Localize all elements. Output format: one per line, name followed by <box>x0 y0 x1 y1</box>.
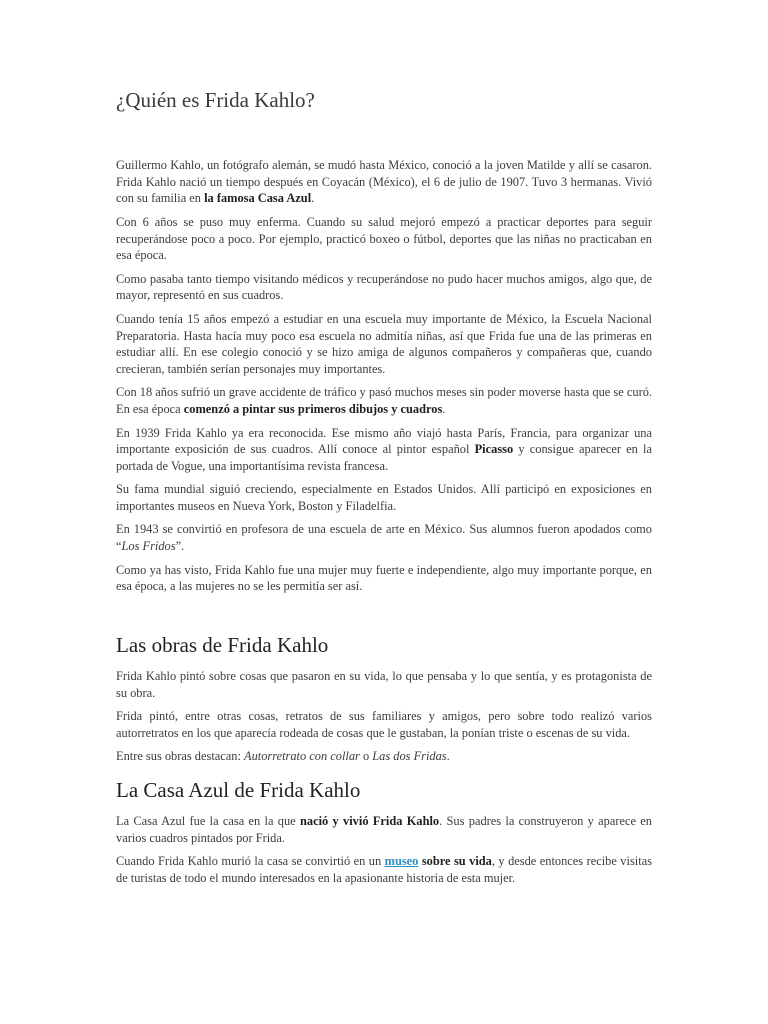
text-run: . Sus padres la construyeron y aparece en varios cuadros pintados por Frida. <box>116 814 652 845</box>
italic-autorretrato: Autorretrato con collar <box>244 749 360 764</box>
text-run: Entre sus obras destacan: <box>116 749 244 764</box>
italic-dos-fridas: Las dos Fridas <box>372 749 447 764</box>
paragraph-obras-highlights <box>116 748 652 765</box>
paragraph-friends: Como pasaba tanto tiempo visitando médicos y recuperándose no pudo hacer muchos amigos, algo que, de mayor, representó en sus cuadros. <box>116 271 652 303</box>
bold-picasso: Picasso <box>474 442 514 457</box>
text-run: Guillermo Kahlo, un fotógrafo alemán, se mudó hasta México, conoció a la joven Matilde y allí se casaron. Frida Kahlo nació un tiempo después en Coyacán (México), el 6 de julio de 1907. Tuvo 3 hermanas. Vivió con su familia en <box>116 158 652 206</box>
document-content <box>116 88 652 894</box>
bold-first-paintings: comenzó a pintar sus primeros dibujos y cuadros <box>183 401 443 416</box>
paragraph-teacher <box>116 521 652 554</box>
italic-los-fridos: Los Fridos <box>121 539 176 554</box>
text-run: En 1939 Frida Kahlo ya era reconocida. Ese mismo año viajó hasta París, Francia, para organizar una importante exposición de sus cuadros. Allí conoce al pintor español <box>116 425 652 457</box>
paragraph-casa-azul <box>116 813 652 846</box>
paragraph-obras-portraits: Frida pintó, entre otras cosas, retratos de sus familiares y amigos, pero sobre todo realizó varios autorretratos en los que aparecía rodeada de cosas que le gustaban, la ponían triste o escenas de su vida. <box>116 709 652 740</box>
bold-nacio-vivio: nació y vivió Frida Kahlo <box>300 814 440 829</box>
text-run: . <box>446 749 450 764</box>
text-run: o <box>359 749 373 764</box>
section-title-casa-azul: La Casa Azul de Frida Kahlo <box>116 778 361 802</box>
text-run: , y desde entonces recibe visitas de turistas de todo el mundo interesados en la apasionante historia de esta mujer. <box>116 854 652 885</box>
text-run: Con 18 años sufrió un grave accidente de tráfico y pasó muchos meses sin poder moverse hasta que se curó. En esa época <box>116 385 652 416</box>
text-run: y consigue aparecer en la portada de Vogue, una importantísima revista francesa. <box>116 442 652 473</box>
text-run: . <box>311 191 315 206</box>
paragraph-museum <box>116 853 652 886</box>
paragraph-school: Cuando tenía 15 años empezó a estudiar en una escuela muy importante de México, la Escuela Nacional Preparatoria. Hasta hacía muy poco esa escuela no admitía niñas, así que Frida fue una de las primeras en estudiar allí. En ese colegio conoció y se hizo amiga de algunos compañeros y compañeras que, cuando crecieran, también serían personajes muy importantes. <box>116 311 652 376</box>
paragraph-illness: Con 6 años se puso muy enferma. Cuando su salud mejoró empezó a practicar deportes para seguir recuperándose poco a poco. Por ejemplo, practicó boxeo o fútbol, deportes que las niñas no practicaban en esa época. <box>116 214 652 263</box>
museo-link[interactable]: museo <box>384 854 419 869</box>
text-run: La Casa Azul fue la casa en la que <box>116 814 300 829</box>
paragraph-obras-life: Frida Kahlo pintó sobre cosas que pasaron en su vida, lo que pensaba y lo que sentía, y es protagonista de su obra. <box>116 669 652 700</box>
paragraph-strong-woman: Como ya has visto, Frida Kahlo fue una mujer muy fuerte e independiente, algo muy importante porque, en esa época, a las mujeres no se les permitía ser así. <box>116 562 652 594</box>
section-title-obras: Las obras de Frida Kahlo <box>116 632 329 657</box>
text-run: En 1943 se convirtió en profesora de una escuela de arte en México. Sus alumnos fueron apodados como “ <box>116 522 652 554</box>
bold-sobre-su-vida: sobre su vida <box>418 854 492 869</box>
paragraph-accident <box>116 384 652 417</box>
spacer <box>116 602 652 633</box>
text-run: Cuando Frida Kahlo murió la casa se convirtió en un <box>116 854 385 869</box>
paragraph-paris <box>116 425 652 475</box>
paragraph-fame: Su fama mundial siguió creciendo, especialmente en Estados Unidos. Allí participó en exposiciones en importantes museos en Nueva York, Boston y Filadelfia. <box>116 482 652 513</box>
text-run: ”. <box>175 539 185 554</box>
paragraph-family <box>116 157 652 207</box>
bold-casa-azul: la famosa Casa Azul <box>204 191 312 206</box>
section-title-quien-es: ¿Quién es Frida Kahlo? <box>116 88 315 112</box>
text-run: . <box>442 401 446 416</box>
